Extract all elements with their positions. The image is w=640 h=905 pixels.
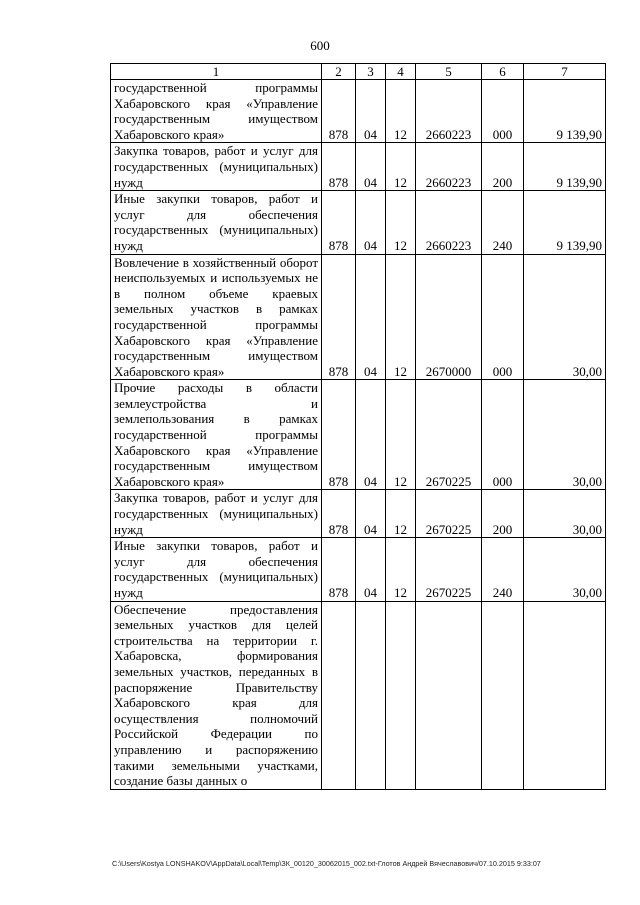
subsection-code: 12 <box>386 490 416 538</box>
amount: 30,00 <box>524 490 606 538</box>
subsection-code: 12 <box>386 380 416 490</box>
section-code: 04 <box>356 143 386 191</box>
table-row <box>111 191 606 254</box>
amount: 9 139,90 <box>524 80 606 143</box>
item-name: Обеспечение предоставления земельных участков для целей строительства на территории г. Хабаровска, формирования земельных участков, переданных в распоряжение Правительству Хабаровского края для осуществления полномочий Российской Федерации по управлению и распоряжению такими земельными участками, создание базы данных о <box>111 601 322 789</box>
subsection-code: 12 <box>386 254 416 380</box>
col-header-7: 7 <box>524 64 606 80</box>
table-row <box>111 601 606 789</box>
section-code: 04 <box>356 490 386 538</box>
ministry-code: 878 <box>322 490 356 538</box>
expense-type-code: 200 <box>482 143 524 191</box>
subsection-code: 12 <box>386 80 416 143</box>
item-name: Иные закупки товаров, работ и услуг для обеспечения государственных (муниципальных) нужд <box>111 538 322 601</box>
table-row <box>111 143 606 191</box>
ministry-code <box>322 601 356 789</box>
item-name: Закупка товаров, работ и услуг для государственных (муниципальных) нужд <box>111 490 322 538</box>
col-header-3: 3 <box>356 64 386 80</box>
target-article-code: 2670225 <box>416 538 482 601</box>
table-row <box>111 80 606 143</box>
subsection-code: 12 <box>386 143 416 191</box>
ministry-code: 878 <box>322 380 356 490</box>
target-article-code: 2660223 <box>416 80 482 143</box>
target-article-code: 2660223 <box>416 191 482 254</box>
expense-type-code: 000 <box>482 254 524 380</box>
section-code: 04 <box>356 538 386 601</box>
section-code: 04 <box>356 380 386 490</box>
amount <box>524 601 606 789</box>
table-row <box>111 254 606 380</box>
subsection-code: 12 <box>386 538 416 601</box>
header-row <box>111 64 606 80</box>
ministry-code: 878 <box>322 80 356 143</box>
col-header-2: 2 <box>322 64 356 80</box>
subsection-code <box>386 601 416 789</box>
target-article-code: 2670000 <box>416 254 482 380</box>
ministry-code: 878 <box>322 254 356 380</box>
page-number: 600 <box>310 38 330 53</box>
target-article-code: 2670225 <box>416 380 482 490</box>
expense-type-code: 000 <box>482 380 524 490</box>
expense-type-code: 200 <box>482 490 524 538</box>
target-article-code: 2660223 <box>416 143 482 191</box>
section-code: 04 <box>356 191 386 254</box>
col-header-6: 6 <box>482 64 524 80</box>
amount: 30,00 <box>524 380 606 490</box>
section-code: 04 <box>356 80 386 143</box>
amount: 30,00 <box>524 254 606 380</box>
expense-type-code: 240 <box>482 538 524 601</box>
amount: 30,00 <box>524 538 606 601</box>
ministry-code: 878 <box>322 143 356 191</box>
item-name: Вовлечение в хозяйственный оборот неиспользуемых и используемых не в полном объеме краевых земельных участков в рамках государственной программы Хабаровского края «Управление государственным имуществом Хабаровского края» <box>111 254 322 380</box>
target-article-code <box>416 601 482 789</box>
table-row <box>111 490 606 538</box>
subsection-code: 12 <box>386 191 416 254</box>
col-header-4: 4 <box>386 64 416 80</box>
target-article-code: 2670225 <box>416 490 482 538</box>
expense-type-code: 240 <box>482 191 524 254</box>
table-row <box>111 538 606 601</box>
col-header-1: 1 <box>111 64 322 80</box>
ministry-code: 878 <box>322 538 356 601</box>
table-row <box>111 380 606 490</box>
expense-type-code <box>482 601 524 789</box>
ministry-code: 878 <box>322 191 356 254</box>
item-name: Прочие расходы в области землеустройства и землепользования в рамках государственной программы Хабаровского края «Управление государственным имуществом Хабаровского края» <box>111 380 322 490</box>
col-header-5: 5 <box>416 64 482 80</box>
item-name: Закупка товаров, работ и услуг для государственных (муниципальных) нужд <box>111 143 322 191</box>
item-name: Иные закупки товаров, работ и услуг для обеспечения государственных (муниципальных) нужд <box>111 191 322 254</box>
amount: 9 139,90 <box>524 143 606 191</box>
section-code <box>356 601 386 789</box>
expense-type-code: 000 <box>482 80 524 143</box>
budget-table <box>110 63 606 790</box>
section-code: 04 <box>356 254 386 380</box>
amount: 9 139,90 <box>524 191 606 254</box>
file-path-footer: C:\Users\Kostya LONSHAKOV\AppData\Local\Temp\ЗК_00120_30062015_002.txt-Глотов Андрей Вячеславович/07.10.2015 9:33:07 <box>112 859 541 868</box>
item-name: государственной программы Хабаровского края «Управление государственным имуществом Хабаровского края» <box>111 80 322 143</box>
